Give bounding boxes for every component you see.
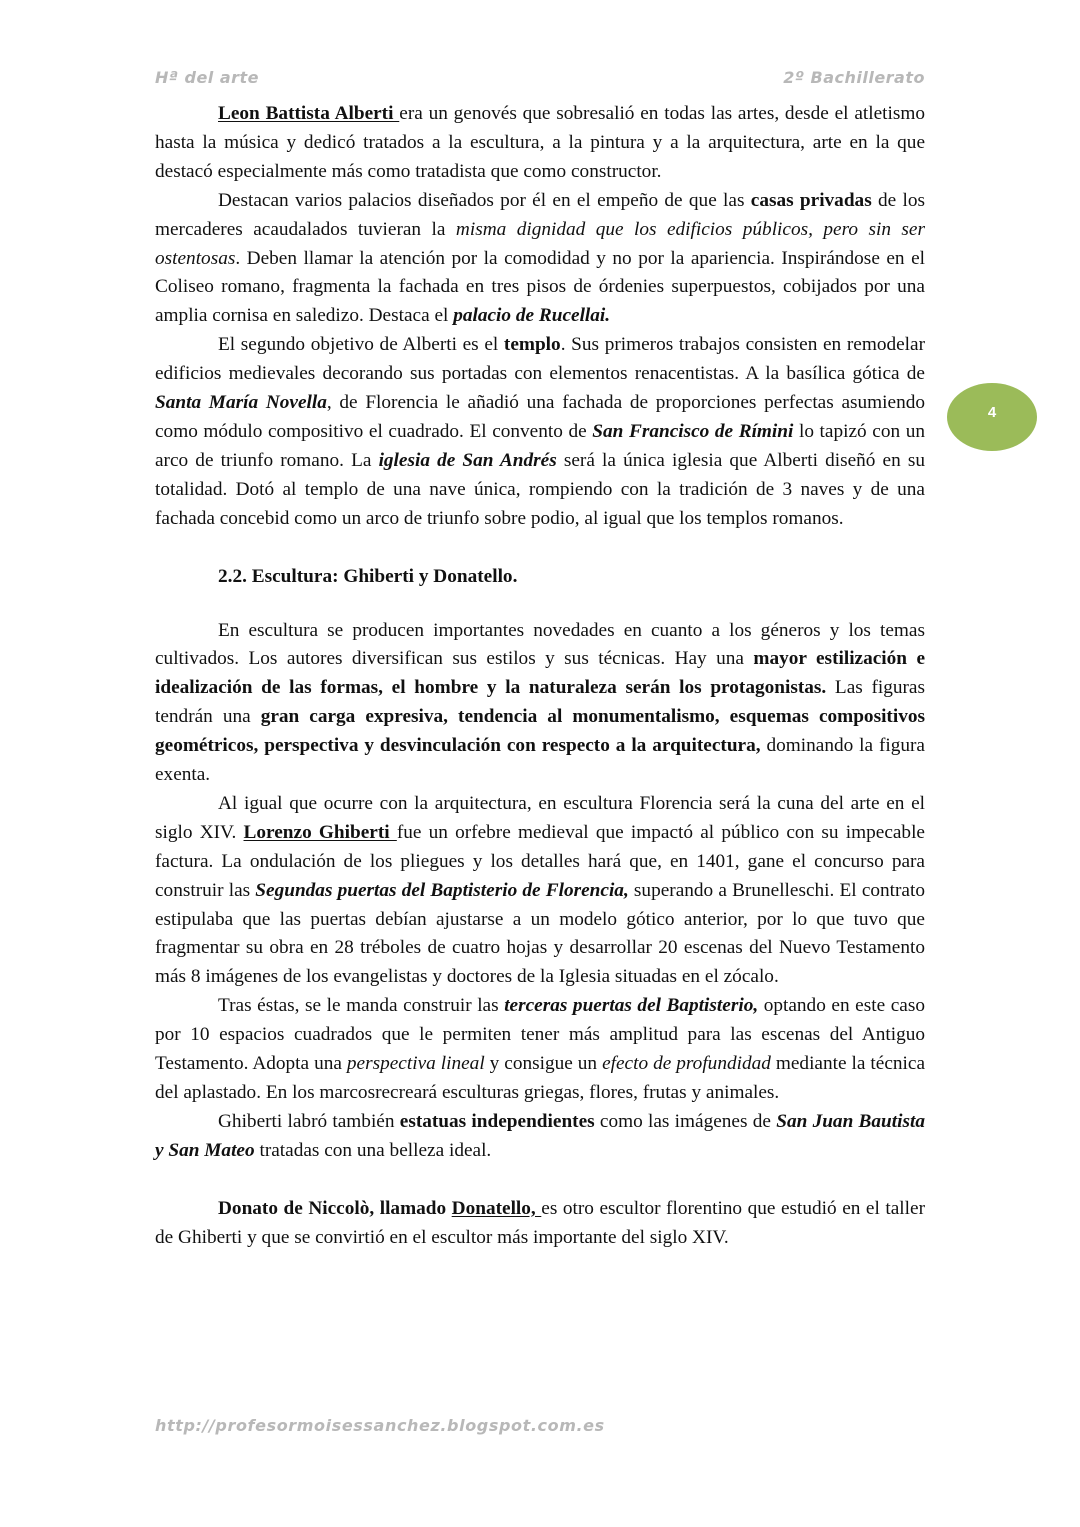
- header-subject: Hª del arte: [155, 68, 260, 87]
- emphasis-text: perspectiva lineal: [346, 1053, 485, 1075]
- emphasis-text: palacio de Rucellai.: [453, 305, 611, 327]
- text-run: dominando la figura exenta.: [155, 735, 925, 786]
- body-paragraph: [155, 331, 925, 533]
- emphasis-text: efecto de profundidad: [602, 1053, 771, 1075]
- emphasis-text: gran carga expresiva, tendencia al monumentalismo, esquemas compositivos geométricos, perspectiva y desvinculación con respecto a la arquitectura,: [155, 706, 925, 757]
- body-paragraph: [155, 790, 925, 992]
- body-paragraph: [155, 617, 925, 790]
- header-course: 2º Bachillerato: [783, 68, 925, 87]
- emphasis-text: Santa María Novella: [155, 392, 327, 414]
- page-number-badge: 4: [947, 383, 1037, 451]
- document-body: [155, 100, 925, 1253]
- text-run: . Sus primeros trabajos consisten en remodelar edificios medievales decorando sus portadas con elementos renacentistas. A la basílica gótica de: [155, 334, 925, 385]
- text-run: Tras éstas, se le manda construir las: [218, 995, 505, 1017]
- text-run: tratadas con una belleza ideal.: [254, 1139, 492, 1161]
- underlined-name: Lorenzo Ghiberti: [243, 821, 397, 843]
- text-run: El segundo objetivo de Alberti es el: [218, 334, 504, 356]
- emphasis-text: misma dignidad que los edificios públicos, pero sin ser ostentosas: [155, 218, 925, 269]
- emphasis-text: estatuas independientes: [399, 1110, 595, 1132]
- emphasis-text: San Juan Bautista y San Mateo: [155, 1110, 925, 1161]
- body-paragraph: [155, 1108, 925, 1166]
- text-run: de los mercaderes acaudalados tuvieran la: [155, 189, 925, 240]
- text-run: , de Florencia le añadió una fachada de proporciones perfectas asumiendo como módulo compositivo el cuadrado. El convento de: [155, 392, 925, 442]
- text-run: lo tapizó con un arco de triunfo romano. La: [155, 420, 925, 471]
- text-run: será la única iglesia que Alberti diseñó en su totalidad. Dotó al templo de una nave única, rompiendo con la tradición de 3 naves y de una fachada concebid como un arco de triunfo sobre podio, al igual que los templos romanos.: [155, 449, 926, 529]
- text-run: En escultura se producen importantes novedades en cuanto a los géneros y los temas cultivados. Los autores diversifican sus estilos y sus técnicas. Hay una: [155, 619, 925, 670]
- emphasis-text: San Francisco de Rímini: [592, 420, 794, 442]
- text-run: superando a Brunelleschi. El contrato estipulaba que las puertas debían ajustarse a un modelo gótico anterior, por lo que tuvo que fragmentar su obra en 28 tréboles de cuatro hojas y desarrollar 20 escenas del Nuevo Testamento más 8 imágenes de los evangelistas y doctores de la Iglesia situadas en el zócalo.: [155, 879, 925, 988]
- text-run: era un genovés que sobresalió en todas las artes, desde el atletismo hasta la música y dedicó tratados a la escultura, a la pintura y a la arquitectura, arte en la que destacó especialmente más como tratadista que como constructor.: [155, 103, 926, 182]
- body-paragraph: [155, 100, 925, 187]
- section-heading: [155, 563, 925, 592]
- text-run: como las imágenes de: [594, 1110, 777, 1132]
- text-run: Destacan varios palacios diseñados por él en el empeño de que las: [218, 189, 751, 211]
- text-run: . Deben llamar la atención por la comodidad y no por la apariencia. Inspirándose en el Coliseo romano, fragmenta la fachada en tres pisos de órdenies superpuestos, cobijados por una amplia cornisa en saledizo. Destaca el: [155, 247, 925, 327]
- text-run: mediante la técnica del aplastado. En los marcosrecreará esculturas griegas, flores, frutas y animales.: [155, 1053, 925, 1103]
- footer-blog-url: http://profesormoisessanchez.blogspot.com.es: [155, 1416, 605, 1435]
- underlined-name: Donatello,: [451, 1197, 542, 1219]
- text-run: fue un orfebre medieval que impactó al público con su impecable factura. La ondulación de los pliegues y los detalles hará que, en 1401, gane el concurso para construir las: [155, 821, 925, 901]
- emphasis-text: templo: [503, 334, 561, 356]
- emphasis-text: mayor estilización e idealización de las formas, el hombre y la naturaleza serán los protagonistas.: [155, 648, 926, 699]
- text-run: Las figuras tendrán una: [155, 677, 925, 728]
- text-run: Al igual que ocurre con la arquitectura, en escultura Florencia será la cuna del arte en el siglo XIV.: [155, 792, 925, 843]
- emphasis-text: Donato de Niccolò, llamado: [218, 1197, 452, 1219]
- emphasis-text: iglesia de San Andrés: [378, 449, 557, 471]
- text-run: y consigue un: [484, 1053, 603, 1075]
- underlined-name: Leon Battista Alberti: [218, 103, 400, 124]
- emphasis-text: Segundas puertas del Baptisterio de Florencia,: [255, 879, 629, 901]
- emphasis-text: casas privadas: [750, 189, 872, 211]
- text-run: 2.2. Escultura: Ghiberti y Donatello.: [218, 565, 518, 587]
- body-paragraph: [155, 1195, 925, 1253]
- text-run: es otro escultor florentino que estudió en el taller de Ghiberti y que se convirtió en el escultor más importante del siglo XIV.: [155, 1197, 925, 1248]
- emphasis-text: terceras puertas del Baptisterio,: [504, 995, 759, 1017]
- body-paragraph: [155, 992, 925, 1108]
- body-paragraph: [155, 187, 925, 332]
- text-run: Ghiberti labró también: [218, 1110, 400, 1132]
- text-run: optando en este caso por 10 espacios cuadrados que le permiten tener más amplitud para las escenas del Antiguo Testamento. Adopta una: [155, 995, 925, 1075]
